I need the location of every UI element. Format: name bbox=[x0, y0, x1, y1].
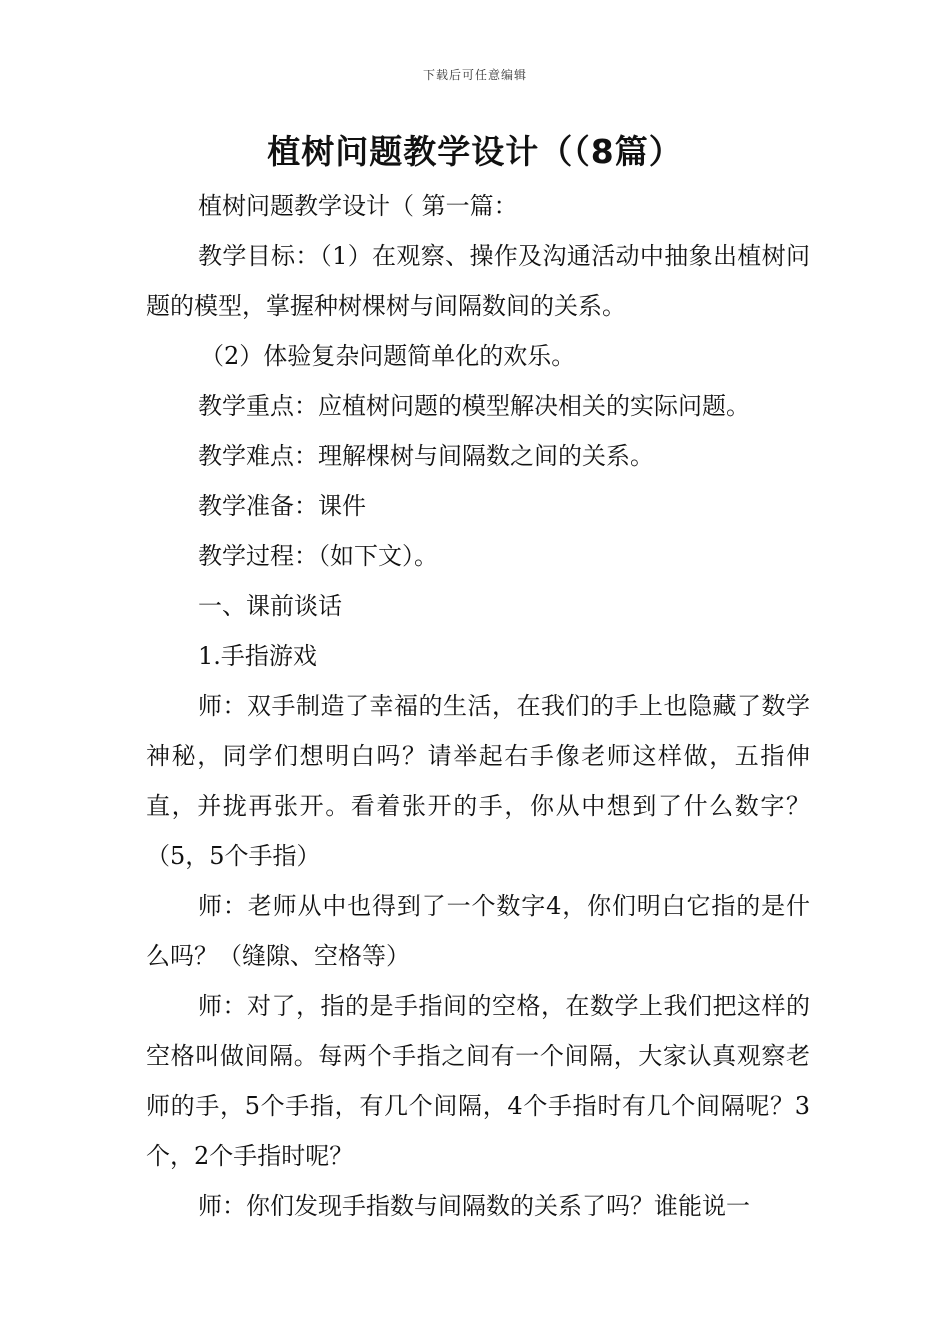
paragraph-dialogue: 师：老师从中也得到了一个数字4，你们明白它指的是什么吗？（缝隙、空格等） bbox=[146, 892, 810, 970]
paragraph-process: 教学过程：（如下文）。 bbox=[198, 542, 438, 570]
paragraph-preparation: 教学准备：课件 bbox=[198, 492, 366, 520]
document-title: 植树问题教学设计（（8篇） bbox=[267, 132, 683, 171]
paragraph-objectives: 教学目标：（1）在观察、操作及沟通活动中抽象出植树问题的模型，掌握种树棵树与间隔数间的关系。 bbox=[146, 242, 810, 320]
subsection-heading: 1.手指游戏 bbox=[198, 642, 317, 670]
paragraph-dialogue: 师：双手制造了幸福的生活，在我们的手上也隐藏了数学神秘，同学们想明白吗？请举起右手像老师这样做，五指伸直，并拢再张开。看着张开的手，你从中想到了什么数字？（5，5个手指） bbox=[146, 692, 810, 870]
paragraph-objective-2: （2）体验复杂问题简单化的欢乐。 bbox=[200, 342, 576, 370]
document-body bbox=[146, 181, 810, 1231]
paragraph-key-point: 教学重点：应植树问题的模型解决相关的实际问题。 bbox=[198, 392, 750, 420]
paragraph-dialogue: 师：对了，指的是手指间的空格，在数学上我们把这样的空格叫做间隔。每两个手指之间有一个间隔，大家认真观察老师的手，5个手指，有几个间隔，4个手指时有几个间隔呢？3个，2个手指时呢？ bbox=[146, 992, 810, 1170]
paragraph-dialogue: 师：你们发现手指数与间隔数的关系了吗？谁能说一 bbox=[198, 1192, 750, 1220]
section-heading: 一、课前谈话 bbox=[198, 592, 342, 620]
header-note: 下载后可任意编辑 bbox=[422, 68, 527, 82]
paragraph-difficulty: 教学难点：理解棵树与间隔数之间的关系。 bbox=[198, 442, 654, 470]
paragraph-subtitle: 植树问题教学设计（ 第一篇： bbox=[198, 192, 518, 220]
